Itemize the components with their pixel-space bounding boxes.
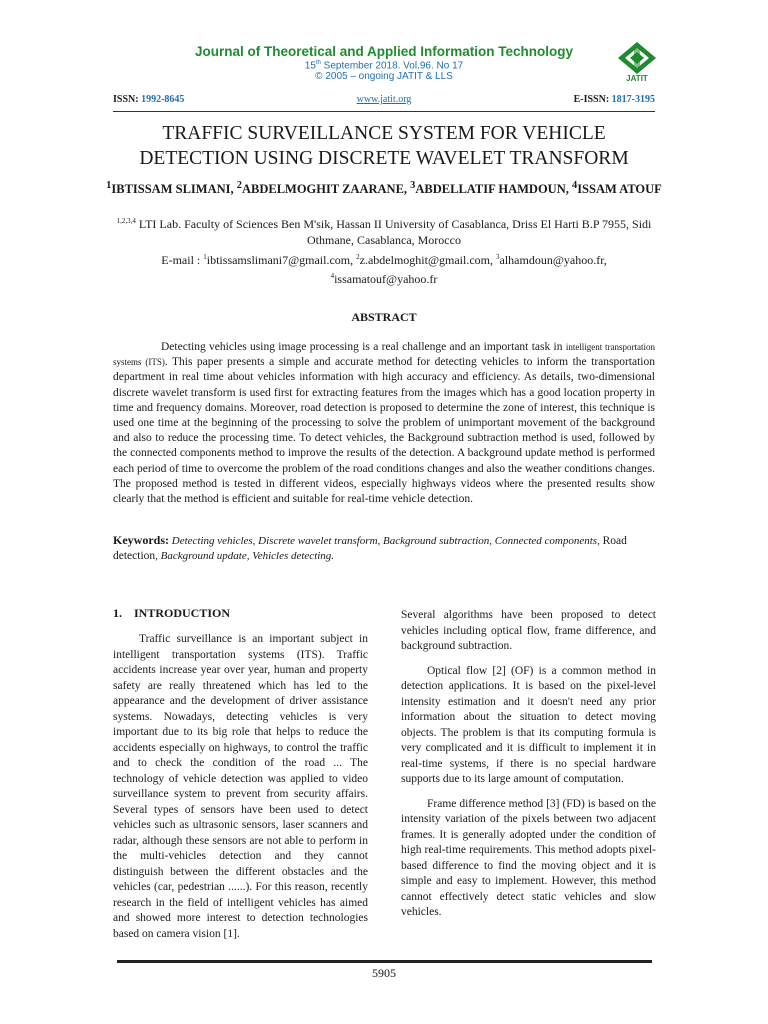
email-link[interactable]: ibtissamslimani7@gmail.com, [206,253,357,267]
author-name: ISSAM ATOUF [577,182,662,197]
copyright-line: © 2005 – ongoing JATIT & LLS [315,71,453,82]
paper-title [100,121,668,171]
author-name: IBTISSAM SLIMANI, [111,182,237,197]
author-list [100,178,668,197]
keywords [113,533,655,564]
issue-day-suffix: th [315,60,321,66]
email-link[interactable]: z.abdelmoghit@gmail.com, [359,253,496,267]
footer-divider [117,960,652,963]
left-column [113,606,368,942]
issn-print: ISSN: 1992-8645 [113,94,185,105]
abstract-body: Detecting vehicles using image processing is a real challenge and an important task in intelligent transportation systems (ITS). This paper presents a simple and accurate method for detecting vehicles to inform the transportation department in real time about vehicles information with high accuracy and efficiency. As details, two-dimensional discrete wavelet transform is used first for extracting features from the images which has a good location property in time and frequency domains. Moreover, road detection is proposed to determine the zone of interest, this technique is used one time at the beginning of the processing to solve the problem of unimportant movement of the background and also to reduce the processing time. To detect vehicles, the Background subtraction method is used, followed by the connected components method to improve the results of the detection. A background update method is performed each period of time to overcome the problem of the road conditions changes and also the weather conditions changes. The proposed method is tested in different videos, especially highways videos where the presented results show clearly that the method is efficient and suitable for real-time vehicle detection. [113,341,655,506]
section-heading-introduction: 1. INTRODUCTION [113,606,231,620]
header-divider [113,111,655,112]
jatit-logo-icon [617,41,657,75]
affiliation [100,213,668,248]
abstract-heading: ABSTRACT [351,310,417,324]
author-name: ABDELMOGHIT ZAARANE, [241,182,411,197]
author-sup: 3 [410,180,416,191]
author-sup: 2 [236,180,242,191]
journal-title: Journal of Theoretical and Applied Information Technology [194,44,574,59]
body-paragraph: Several algorithms have been proposed to detect vehicles including optical flow, frame difference, and background subtraction. [401,609,656,652]
author-name: ABDELLATIF HAMDOUN, [415,182,572,197]
email-label: E-mail : [161,253,204,267]
jatit-logo [617,41,657,85]
title-line-1: TRAFFIC SURVEILLANCE SYSTEM FOR VEHICLE [162,123,606,144]
right-column [401,608,656,921]
author-sup: 4 [571,180,578,191]
website-link[interactable]: www.jatit.org [356,94,412,105]
issn-electronic: E-ISSN: 1817-3195 [573,94,655,105]
affiliation-sup: 1,2,3,4 [116,217,136,225]
email-link[interactable]: alhamdoun@yahoo.fr, [499,253,607,267]
author-sup: 1 [106,180,112,191]
affiliation-text: LTI Lab. Faculty of Sciences Ben M'sik, Hassan II University of Casablanca, Driss El Harti B.P 7955, Sidi Othmane, Casablanca, Morocco [135,217,652,247]
body-paragraph: Optical flow [2] (OF) is a common method in detection applications. It is based on the pixel-level intensity estimation and it doesn't need any prior information about the situation to detect moving objects. The problem is that its computing formula is very complicated and it is difficult to implement it in real-time systems, if there is no special hardware supports due to its large amount of computation. [401,664,656,785]
issn-value: 1992-8645 [141,94,185,105]
logo-label: JATIT [626,74,648,83]
email-list: E-mail : $^1$ibtissamslimani7@gmail.com, $^2$z.abdelmoghit@gmail.com, $^3$alhamdoun@yahoo.fr, $^4$issamatouf@yahoo.fr [161,253,607,286]
issue-rest: September 2018. Vol.96. No 17 [320,60,464,72]
body-paragraph: Frame difference method [3] (FD) is based on the intensity variation of the pixels between two adjacent frames. It is generally adopted under the condition of high real-time requirements. This method adopts pixel-based difference to find the moving object and it is simple and easy to implement. However, this method cannot effectively detect static vehicles and slow vehicles. [401,797,656,918]
keywords-label: Keywords: [113,533,169,547]
issue-day: 15 [304,60,316,72]
keywords-list: Detecting vehicles, Discrete wavelet transform, Background subtraction, Connected components, Road detection, Background update, Vehicles detecting. [113,535,627,562]
page-number: 5905 [372,966,396,980]
intro-paragraph: Traffic surveillance is an important subject in intelligent transportation systems (ITS). Traffic accidents increase year over year, human and property safety are really threatened which has led to the appearance and the development of driver assistance systems. Nowadays, detecting vehicles is very important due to its big role that helps to reduce the accidents especially on highways, to control the traffic and to check the condition of the road ... The technology of vehicle detection was applied to video surveillance system to prevent from security affairs. Several types of sensors have been used to detect vehicles such as ultrasonic sensors, laser scanners and radar, although these sensors are not able to perform in the multi-vehicles detection and they cannot distinguish between the different obstacles and the vehicles (car, pedestrian ......). For this reason, recently research in the field of intelligent vehicles has aimed and showed more interest to detection technologies based on camera vision [1]. [113,633,368,940]
email-link[interactable]: issamatouf@yahoo.fr [334,272,438,286]
title-line-2: DETECTION USING DISCRETE WAVELET TRANSFORM [139,148,629,169]
eissn-value: 1817-3195 [611,94,655,105]
